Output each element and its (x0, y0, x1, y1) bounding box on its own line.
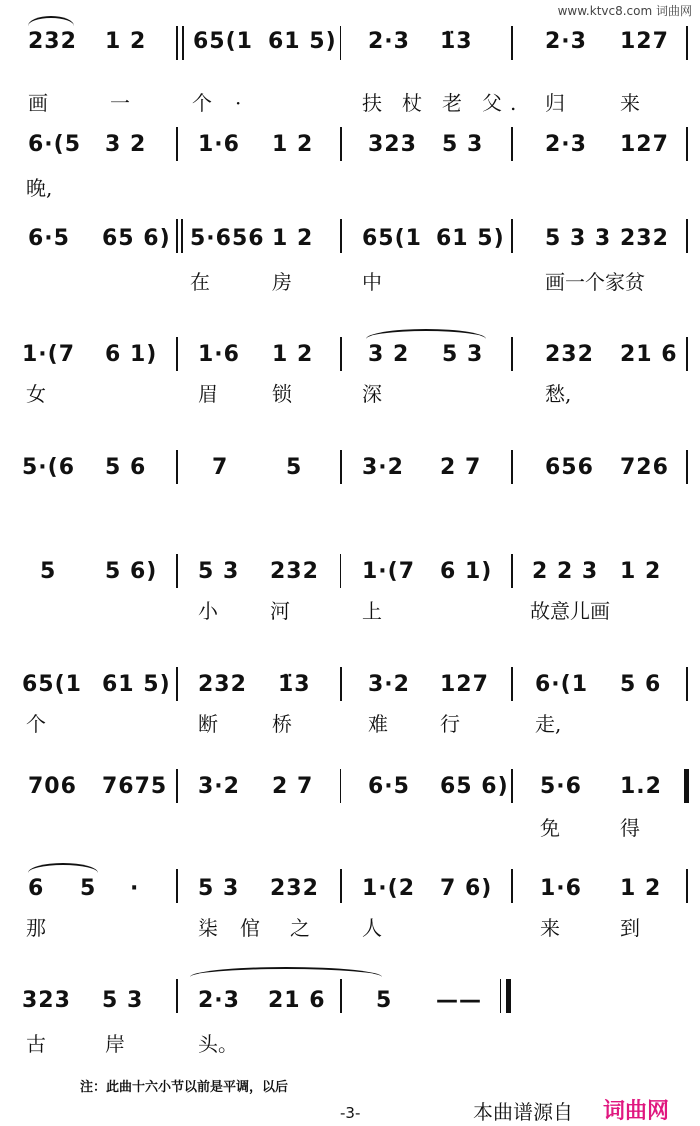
system-5 (0, 448, 700, 548)
barline (340, 869, 342, 903)
lyric: 岸 (105, 1032, 125, 1056)
system-2 (0, 125, 700, 225)
barline (176, 450, 178, 484)
note-group: 232 (545, 342, 594, 367)
barline (176, 979, 178, 1013)
system-6 (0, 552, 700, 652)
lyric: 来 (540, 916, 560, 940)
note-group: 1̈3 (440, 29, 473, 54)
barline (511, 667, 513, 701)
note-group: · (130, 876, 140, 901)
note-group: 232 (270, 876, 319, 901)
system-3 (0, 215, 700, 315)
lyric: 深 (362, 382, 382, 406)
note-group: 1 2 (272, 132, 314, 157)
barline (340, 667, 342, 701)
lyric: 桥 (272, 712, 292, 736)
note-group: 65 6) (102, 226, 171, 251)
site-logo[interactable]: 词曲网 (603, 1099, 670, 1124)
barline (176, 667, 178, 701)
note-group: 1·6 (198, 342, 240, 367)
note-group: 61 5) (102, 672, 171, 697)
note-group: 2·3 (368, 29, 410, 54)
lyric: 头。 (198, 1032, 238, 1056)
lyric: 得 (620, 816, 640, 840)
barline (686, 337, 688, 371)
note-group: 3·2 (368, 672, 410, 697)
lyric: 来 (620, 91, 640, 115)
note-group: 6·(1 (535, 672, 589, 697)
barline (686, 219, 688, 253)
note-group: 6 (28, 876, 45, 901)
lyric: 故意儿画 (530, 599, 610, 623)
note-group: 65(1 (22, 672, 82, 697)
lyric: . (510, 91, 517, 115)
lyric: 在 (190, 270, 210, 294)
note-group: 127 (620, 29, 669, 54)
note-group: 6 1) (440, 559, 493, 584)
barline (686, 667, 688, 701)
note-group: 1 2 (272, 226, 314, 251)
note-group: 61 5) (436, 226, 505, 251)
lyric: 愁, (545, 382, 572, 406)
lyric: 扶 (362, 91, 382, 115)
lyric: 房 (272, 270, 292, 294)
barline (684, 769, 689, 803)
note-group: 2·3 (198, 988, 240, 1013)
footnote: 注：此曲十六小节以前是平调，以后 (80, 1080, 289, 1095)
note-group: 1·6 (198, 132, 240, 157)
note-group: 7675 (102, 774, 168, 799)
lyric: 个 (192, 91, 212, 115)
note-group: 2 2 3 (532, 559, 599, 584)
system-4 (0, 335, 700, 435)
note-group: 232 (28, 29, 77, 54)
lyric: 河 (270, 599, 290, 623)
lyric: 眉 (198, 382, 218, 406)
note-group: 2 7 (440, 455, 482, 480)
lyric: · (235, 91, 242, 115)
barline (686, 869, 688, 903)
barline (511, 127, 513, 161)
barline (511, 869, 513, 903)
lyric: 断 (198, 712, 218, 736)
note-group: 127 (440, 672, 489, 697)
barline (182, 26, 184, 60)
barline (340, 450, 342, 484)
note-group: 5 3 (442, 132, 484, 157)
barline (686, 26, 688, 60)
note-group: 5 3 (198, 876, 240, 901)
lyric: 一 (110, 91, 130, 115)
barline (686, 127, 688, 161)
lyric: 古 (26, 1032, 46, 1056)
note-group: 5 3 (198, 559, 240, 584)
note-group: 5·6 (540, 774, 582, 799)
note-group: 323 (22, 988, 71, 1013)
note-group: 1·6 (540, 876, 582, 901)
note-group: 21 6 (620, 342, 678, 367)
lyric: 行 (440, 712, 460, 736)
barline (340, 127, 342, 161)
barline (176, 219, 178, 253)
watermark: www.ktvc8.com 词曲网 (557, 4, 692, 18)
note-group: 6·5 (28, 226, 70, 251)
barline (176, 127, 178, 161)
note-group: 65(1 (362, 226, 422, 251)
note-group: 5 6 (105, 455, 147, 480)
note-group: 6·(5 (28, 132, 82, 157)
note-group: 3·2 (362, 455, 404, 480)
source-label: 本曲谱源自 (473, 1100, 573, 1124)
note-group: 3·2 (198, 774, 240, 799)
note-group: 1 2 (620, 559, 662, 584)
lyric: 免 (540, 816, 560, 840)
system-10 (0, 975, 700, 1075)
barline (340, 26, 341, 60)
barline (511, 26, 513, 60)
note-group: 5 (376, 988, 393, 1013)
note-group: 5 6) (105, 559, 158, 584)
barline (176, 769, 178, 803)
note-group: 1 2 (105, 29, 147, 54)
barline (340, 337, 342, 371)
lyric: 人 (362, 916, 382, 940)
lyric: 倌 (240, 916, 260, 940)
note-group: 127 (620, 132, 669, 157)
note-group: 6 1) (105, 342, 158, 367)
lyric: 小 (198, 599, 218, 623)
lyric: 归 (545, 91, 565, 115)
note-group: 5 3 3 (545, 226, 612, 251)
note-group: 61 5) (268, 29, 337, 54)
barline (340, 979, 342, 1013)
note-group: 656 (545, 455, 594, 480)
system-8 (0, 765, 700, 865)
note-group: 7 (212, 455, 229, 480)
lyric: 锁 (272, 382, 292, 406)
note-group: 5 (286, 455, 303, 480)
lyric: 个 (26, 712, 46, 736)
note-group: 1·(7 (22, 342, 76, 367)
note-group: 2 7 (272, 774, 314, 799)
note-group: 232 (270, 559, 319, 584)
barline (340, 554, 341, 588)
barline (340, 219, 342, 253)
lyric: 画一个家贫 (545, 270, 645, 294)
note-group: 1·(2 (362, 876, 416, 901)
lyric: 到 (620, 916, 640, 940)
note-group: 6·5 (368, 774, 410, 799)
lyric: 难 (368, 712, 388, 736)
barline (176, 337, 178, 371)
slur (190, 967, 382, 977)
note-group: 3 2 (105, 132, 147, 157)
note-group: 5 (80, 876, 97, 901)
barline (511, 769, 513, 803)
note-group: 726 (620, 455, 669, 480)
note-group: 5 6 (620, 672, 662, 697)
barline (340, 769, 341, 803)
note-group: 2·3 (545, 29, 587, 54)
system-1 (0, 20, 700, 120)
slur (28, 16, 74, 26)
barline (181, 219, 183, 253)
slur (366, 329, 486, 339)
final-barline (506, 979, 511, 1013)
note-group: 5 3 (102, 988, 144, 1013)
note-group: 1 2 (620, 876, 662, 901)
barline (511, 219, 513, 253)
lyric: 之 (290, 916, 310, 940)
note-group: 7 6) (440, 876, 493, 901)
lyric: 老 (442, 91, 462, 115)
note-group: 232 (198, 672, 247, 697)
barline (511, 337, 513, 371)
slur (28, 863, 98, 873)
system-9 (0, 865, 700, 965)
note-group: 65(1 (193, 29, 253, 54)
lyric: 走, (535, 712, 562, 736)
note-group: 323 (368, 132, 417, 157)
note-group: 1.2 (620, 774, 662, 799)
note-group: 5 (40, 559, 57, 584)
note-group: 2·3 (545, 132, 587, 157)
note-group: 21 6 (268, 988, 326, 1013)
barline (176, 26, 178, 60)
note-group: 1̈3 (278, 672, 311, 697)
note-group: 65 6) (440, 774, 509, 799)
note-group: 1 2 (272, 342, 314, 367)
lyric: 上 (362, 599, 382, 623)
barline (500, 979, 501, 1013)
lyric: 中 (362, 270, 382, 294)
barline (176, 869, 178, 903)
lyric: 晚, (26, 176, 53, 200)
note-group: 1·(7 (362, 559, 416, 584)
lyric: 杖 (402, 91, 422, 115)
lyric: 父 (482, 91, 502, 115)
note-group: 5·(6 (22, 455, 76, 480)
system-7 (0, 665, 700, 765)
note-group: 5 3 (442, 342, 484, 367)
barline (176, 554, 178, 588)
barline (511, 450, 513, 484)
lyric: 那 (26, 916, 46, 940)
barline (511, 554, 513, 588)
note-group: —— (436, 988, 482, 1013)
lyric: 女 (26, 382, 46, 406)
page-number: -3- (340, 1104, 361, 1122)
note-group: 706 (28, 774, 77, 799)
lyric: 柒 (198, 916, 218, 940)
note-group: 5·656 (190, 226, 265, 251)
barline (686, 450, 688, 484)
note-group: 232 (620, 226, 669, 251)
note-group: 3 2 (368, 342, 410, 367)
lyric: 画 (28, 91, 48, 115)
